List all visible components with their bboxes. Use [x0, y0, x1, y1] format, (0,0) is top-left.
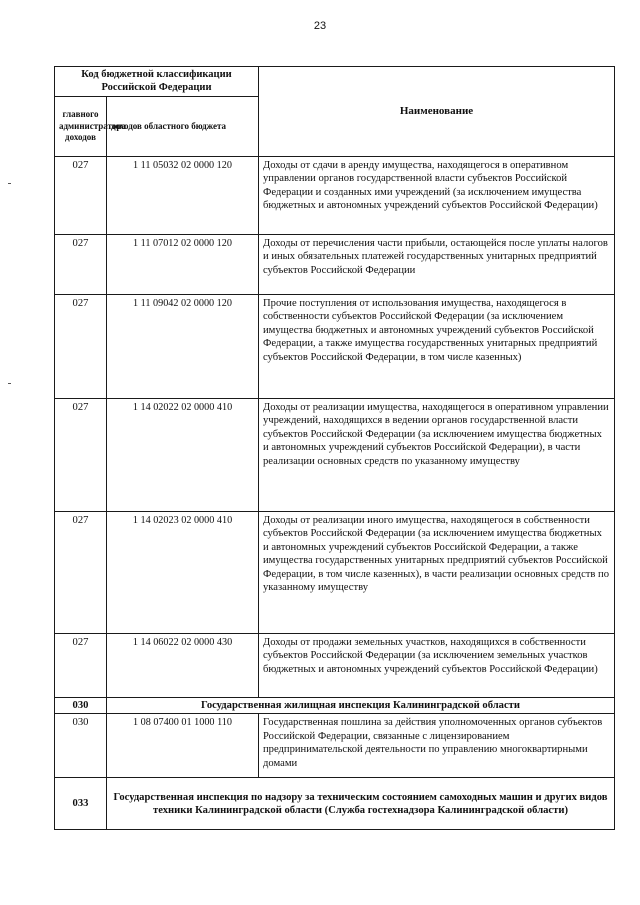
margin-mark	[8, 383, 11, 384]
income-name-cell: Доходы от продажи земельных участков, находящихся в собственности субъектов Российской Федерации (за исключением земельных участков бюджетных и автономных учреждений субъектов Российской Федерации)	[259, 634, 615, 698]
table-row	[55, 157, 615, 235]
income-code-cell: 1 11 07012 02 0000 120	[107, 235, 259, 295]
table-row	[55, 295, 615, 399]
budget-classification-table	[54, 66, 615, 830]
header-group-title: Код бюджетной классификации Российской Федерации	[55, 67, 259, 97]
table-row	[55, 714, 615, 778]
header-name-column: Наименование	[259, 67, 615, 157]
admin-code-cell: 027	[55, 157, 107, 235]
header-income-column: доходов областного бюджета	[107, 97, 259, 157]
income-name-cell: Государственная пошлина за действия уполномоченных органов субъектов Российской Федерации, связанные с лицензированием предпринимательской деятельности по управлению многоквартирными домами	[259, 714, 615, 778]
income-code-cell: 1 14 06022 02 0000 430	[107, 634, 259, 698]
section-header-row	[55, 698, 615, 714]
admin-code-cell: 027	[55, 634, 107, 698]
admin-code-cell: 027	[55, 399, 107, 512]
income-name-cell: Доходы от реализации имущества, находящегося в оперативном управлении учреждений, находящихся в ведении органов государственной власти субъектов Российской Федерации (за исключением имущества бюджетных и автономных учреждений субъектов Российской Федерации), в части реализации основных средств по указанному имуществу	[259, 399, 615, 512]
page-number: 23	[313, 20, 327, 32]
admin-code-cell: 027	[55, 235, 107, 295]
margin-mark	[8, 183, 11, 184]
income-name-cell: Доходы от перечисления части прибыли, остающейся после уплаты налогов и иных обязательных платежей государственных унитарных предприятий субъектов Российской Федерации	[259, 235, 615, 295]
table-row	[55, 235, 615, 295]
admin-code-cell: 027	[55, 295, 107, 399]
section-admin-code: 033	[55, 778, 107, 830]
income-code-cell: 1 08 07400 01 1000 110	[107, 714, 259, 778]
section-title: Государственная инспекция по надзору за техническим состоянием самоходных машин и других видов техники Калининградской области (Служба гостехнадзора Калининградской области)	[107, 778, 615, 830]
section-header-row	[55, 778, 615, 830]
table-row	[55, 512, 615, 634]
table-row	[55, 399, 615, 512]
income-name-cell: Прочие поступления от использования имущества, находящегося в собственности субъектов Российской Федерации (за исключением имущества бюджетных и автономных учреждений субъектов Российской Федерации, а также имущества государственных унитарных предприятий субъектов Российской Федерации, в том числе казенных)	[259, 295, 615, 399]
admin-code-cell: 027	[55, 512, 107, 634]
income-name-cell: Доходы от реализации иного имущества, находящегося в собственности субъектов Российской Федерации (за исключением имущества бюджетных и автономных учреждений субъектов Российской Федерации, а также имущества государственных унитарных предприятий субъектов Российской Федерации, в том числе казенных), в части реализации основных средств по указанному имуществу	[259, 512, 615, 634]
section-title: Государственная жилищная инспекция Калининградской области	[107, 698, 615, 714]
table-row	[55, 634, 615, 698]
income-code-cell: 1 11 09042 02 0000 120	[107, 295, 259, 399]
income-code-cell: 1 11 05032 02 0000 120	[107, 157, 259, 235]
header-admin-column: главного администратора доходов	[55, 97, 107, 157]
admin-code-cell: 030	[55, 714, 107, 778]
income-code-cell: 1 14 02022 02 0000 410	[107, 399, 259, 512]
income-name-cell: Доходы от сдачи в аренду имущества, находящегося в оперативном управлении органов государственной власти субъектов Российской Федерации и созданных ими учреждений (за исключением имущества бюджетных и автономных учреждений субъектов Российской Федерации)	[259, 157, 615, 235]
income-code-cell: 1 14 02023 02 0000 410	[107, 512, 259, 634]
section-admin-code: 030	[55, 698, 107, 714]
